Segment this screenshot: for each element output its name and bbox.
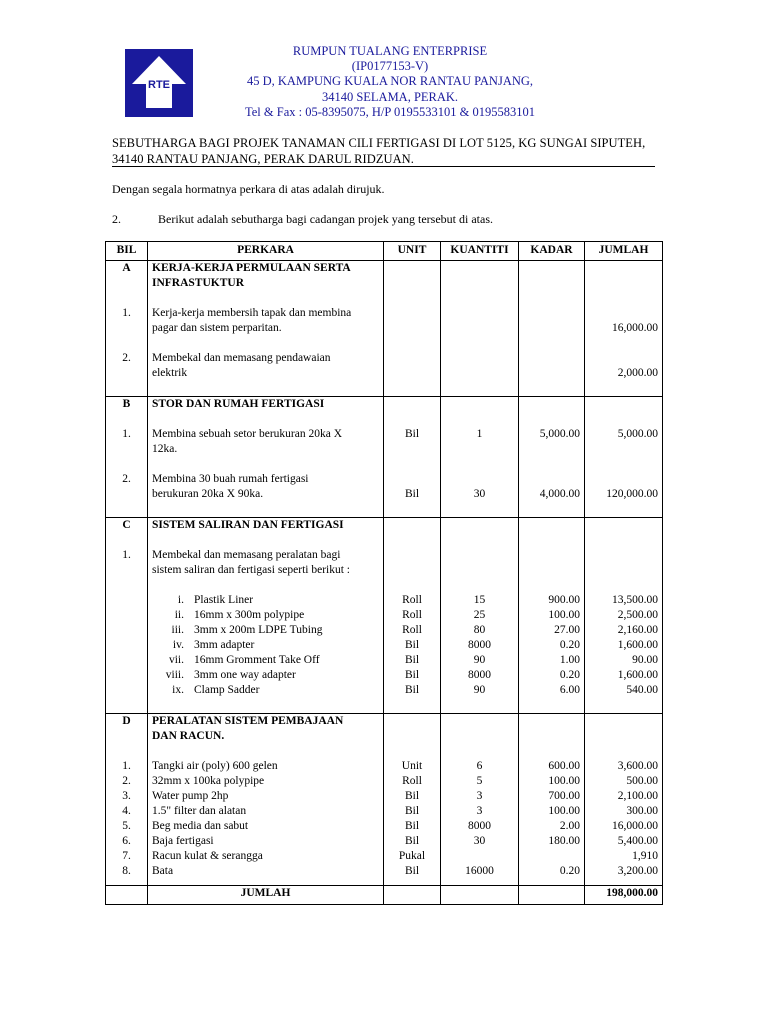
item-kuantiti: 30 <box>473 488 486 500</box>
subitem-desc: vii. 16mm Gromment Take Off <box>168 654 320 666</box>
subitem-unit: Bil <box>404 684 420 696</box>
subitem-desc: iii. 3mm x 200m LDPE Tubing <box>171 624 323 636</box>
item-unit: Roll <box>402 775 422 787</box>
quotation-table <box>105 241 663 905</box>
subitem-kadar: 900.00 <box>548 594 580 606</box>
item-kadar: 600.00 <box>548 760 580 772</box>
subject-line-2: 34140 RANTAU PANJANG, PERAK DARUL RIDZUAN. <box>112 151 414 166</box>
greeting: Dengan segala hormatnya perkara di atas adalah dirujuk. <box>112 182 385 196</box>
subitem-jumlah: 1,600.00 <box>617 639 658 651</box>
company-header <box>200 44 580 120</box>
item-desc: 12ka. <box>152 443 178 455</box>
section-title: SISTEM SALIRAN DAN FERTIGASI <box>152 519 344 531</box>
subitem-unit: Roll <box>402 594 422 606</box>
company-registration: (IP0177153-V) <box>351 59 429 74</box>
subitem-kuantiti: 8000 <box>468 669 491 681</box>
item-desc: Tangki air (poly) 600 gelen <box>152 760 278 772</box>
item-kuantiti: 3 <box>476 805 483 817</box>
item-unit: Pukal <box>398 850 426 862</box>
item-desc: elektrik <box>152 367 188 379</box>
subitem-kadar: 6.00 <box>559 684 580 696</box>
subitem-desc: iv. 3mm adapter <box>172 639 255 651</box>
item-desc: sistem saliran dan fertigasi seperti berikut : <box>152 564 350 576</box>
item-kadar: 180.00 <box>548 835 580 847</box>
item-unit: Bil <box>404 488 420 500</box>
item-jumlah: 120,000.00 <box>606 488 658 500</box>
total-label: JUMLAH <box>148 886 384 905</box>
header-jumlah: JUMLAH <box>585 242 663 261</box>
subitem-kuantiti: 8000 <box>468 639 491 651</box>
company-address-1: 45 D, KAMPUNG KUALA NOR RANTAU PANJANG, <box>246 74 534 89</box>
item-kadar: 100.00 <box>548 775 580 787</box>
subitem-kadar: 100.00 <box>548 609 580 621</box>
company-name: RUMPUN TUALANG ENTERPRISE <box>292 44 488 58</box>
item-unit: Bil <box>404 865 420 877</box>
item-desc: Membekal dan memasang pendawaian <box>152 352 331 364</box>
item-jumlah: 16,000.00 <box>612 820 658 832</box>
paragraph-2 <box>112 212 493 227</box>
subject-line-1: SEBUTHARGA BAGI PROJEK TANAMAN CILI FERTIGASI DI LOT 5125, KG SUNGAI SIPUTEH, <box>112 136 646 150</box>
subitem-jumlah: 540.00 <box>626 684 658 696</box>
item-kuantiti <box>445 849 514 864</box>
item-bil: 1. <box>122 428 131 440</box>
item-desc: Membekal dan memasang peralatan bagi <box>152 549 341 561</box>
item-kuantiti: 16000 <box>465 865 494 877</box>
total-row <box>106 886 663 905</box>
subject <box>112 136 656 167</box>
item-jumlah: 500.00 <box>626 775 658 787</box>
item-jumlah: 3,600.00 <box>617 760 658 772</box>
item-kuantiti: 8000 <box>468 820 491 832</box>
item-unit: Bil <box>404 790 420 802</box>
section-c <box>106 518 663 714</box>
item-unit: Unit <box>401 760 423 772</box>
subitem-kadar: 0.20 <box>559 669 580 681</box>
company-logo <box>124 48 194 118</box>
header-bil: BIL <box>106 242 148 261</box>
item-kadar: 100.00 <box>548 805 580 817</box>
subitem-kuantiti: 80 <box>473 624 486 636</box>
item-desc: 1.5" filter dan alatan <box>152 805 247 817</box>
item-desc: Beg media dan sabut <box>152 820 249 832</box>
item-unit: Bil <box>404 805 420 817</box>
item-kuantiti: 6 <box>476 760 483 772</box>
item-jumlah: 1,910 <box>632 850 658 862</box>
subitem-unit: Roll <box>402 609 422 621</box>
item-kadar: 0.20 <box>559 865 580 877</box>
subitem-unit: Bil <box>404 669 420 681</box>
item-bil: 7. <box>122 850 131 862</box>
item-jumlah: 5,400.00 <box>617 835 658 847</box>
section-title: STOR DAN RUMAH FERTIGASI <box>152 398 325 410</box>
subitem-jumlah: 13,500.00 <box>612 594 658 606</box>
paragraph-number: 2. <box>112 212 121 226</box>
item-bil: 6. <box>122 835 131 847</box>
section-title: KERJA-KERJA PERMULAAN SERTA <box>152 262 351 274</box>
item-bil: 2. <box>122 473 131 485</box>
item-bil: 2. <box>122 352 131 364</box>
item-jumlah: 3,200.00 <box>617 865 658 877</box>
item-bil: 1. <box>122 549 131 561</box>
section-title: PERALATAN SISTEM PEMBAJAAN <box>152 715 344 727</box>
item-bil: 5. <box>122 820 131 832</box>
item-kadar: 700.00 <box>548 790 580 802</box>
total-value: 198,000.00 <box>585 886 663 905</box>
item-kadar: 2.00 <box>559 820 580 832</box>
subitem-desc: viii. 3mm one way adapter <box>165 669 296 681</box>
item-kuantiti: 1 <box>476 428 483 440</box>
section-a <box>106 261 663 397</box>
subitem-kuantiti: 90 <box>473 654 486 666</box>
header-kadar: KADAR <box>519 242 585 261</box>
item-kuantiti: 5 <box>476 775 483 787</box>
subitem-kadar: 27.00 <box>554 624 580 636</box>
item-unit: Bil <box>404 428 420 440</box>
item-desc: Kerja-kerja membersih tapak dan membina <box>152 307 352 319</box>
item-bil: 1. <box>122 307 131 319</box>
header-perkara: PERKARA <box>148 242 384 261</box>
item-bil: 3. <box>122 790 131 802</box>
item-jumlah: 300.00 <box>626 805 658 817</box>
item-jumlah: 2,100.00 <box>617 790 658 802</box>
header-unit: UNIT <box>384 242 441 261</box>
company-address-2: 34140 SELAMA, PERAK. <box>321 89 459 104</box>
subitem-unit: Roll <box>402 624 422 636</box>
item-bil: 2. <box>122 775 131 787</box>
item-desc: pagar dan sistem perparitan. <box>152 322 282 334</box>
subitem-jumlah: 1,600.00 <box>617 669 658 681</box>
subitem-kuantiti: 15 <box>473 594 486 606</box>
item-jumlah: 16,000.00 <box>612 322 658 334</box>
item-desc: berukuran 20ka X 90ka. <box>152 488 264 500</box>
item-desc: Membina 30 buah rumah fertigasi <box>152 473 309 485</box>
section-title: DAN RACUN. <box>152 730 225 742</box>
item-jumlah: 2,000.00 <box>617 367 658 379</box>
subitem-jumlah: 2,500.00 <box>617 609 658 621</box>
item-desc: Baja fertigasi <box>152 835 214 847</box>
item-desc: Racun kulat & serangga <box>152 850 263 862</box>
section-code: C <box>122 519 131 531</box>
subitem-desc: ii. 16mm x 300m polypipe <box>174 609 305 621</box>
logo-text: RTE <box>148 79 170 91</box>
subitem-kadar: 1.00 <box>559 654 580 666</box>
subitem-kuantiti: 90 <box>473 684 486 696</box>
subitem-unit: Bil <box>404 639 420 651</box>
item-bil: 1. <box>122 760 131 772</box>
subitem-kadar: 0.20 <box>559 639 580 651</box>
item-desc: Bata <box>152 865 174 877</box>
item-desc: Membina sebuah setor berukuran 20ka X <box>152 428 343 440</box>
section-d <box>106 714 663 886</box>
subitem-desc: ix. Clamp Sadder <box>172 684 260 696</box>
subitem-jumlah: 2,160.00 <box>617 624 658 636</box>
item-kadar: 5,000.00 <box>539 428 580 440</box>
item-kadar: 4,000.00 <box>539 488 580 500</box>
item-bil: 4. <box>122 805 131 817</box>
section-code: D <box>122 715 131 727</box>
item-unit: Bil <box>404 835 420 847</box>
item-unit: Bil <box>404 820 420 832</box>
subject-underline <box>112 166 655 167</box>
subitem-unit: Bil <box>404 654 420 666</box>
item-bil: 8. <box>122 865 131 877</box>
header-kuantiti: KUANTITI <box>441 242 519 261</box>
company-contact: Tel & Fax : 05-8395075, H/P 0195533101 & 0195583101 <box>245 104 535 119</box>
item-kadar <box>523 849 580 864</box>
subitem-jumlah: 90.00 <box>632 654 658 666</box>
table-header-row <box>106 242 663 261</box>
item-kuantiti: 3 <box>476 790 483 802</box>
item-desc: Water pump 2hp <box>152 790 229 802</box>
section-code: B <box>122 398 131 410</box>
section-title: INFRASTUKTUR <box>152 277 245 289</box>
item-kuantiti: 30 <box>473 835 486 847</box>
paragraph-text: Berikut adalah sebutharga bagi cadangan projek yang tersebut di atas. <box>158 212 493 226</box>
item-jumlah: 5,000.00 <box>617 428 658 440</box>
subitem-kuantiti: 25 <box>473 609 486 621</box>
section-b <box>106 397 663 518</box>
item-desc: 32mm x 100ka polypipe <box>152 775 265 787</box>
subitem-desc: i. Plastik Liner <box>177 594 254 606</box>
section-code: A <box>122 262 131 274</box>
